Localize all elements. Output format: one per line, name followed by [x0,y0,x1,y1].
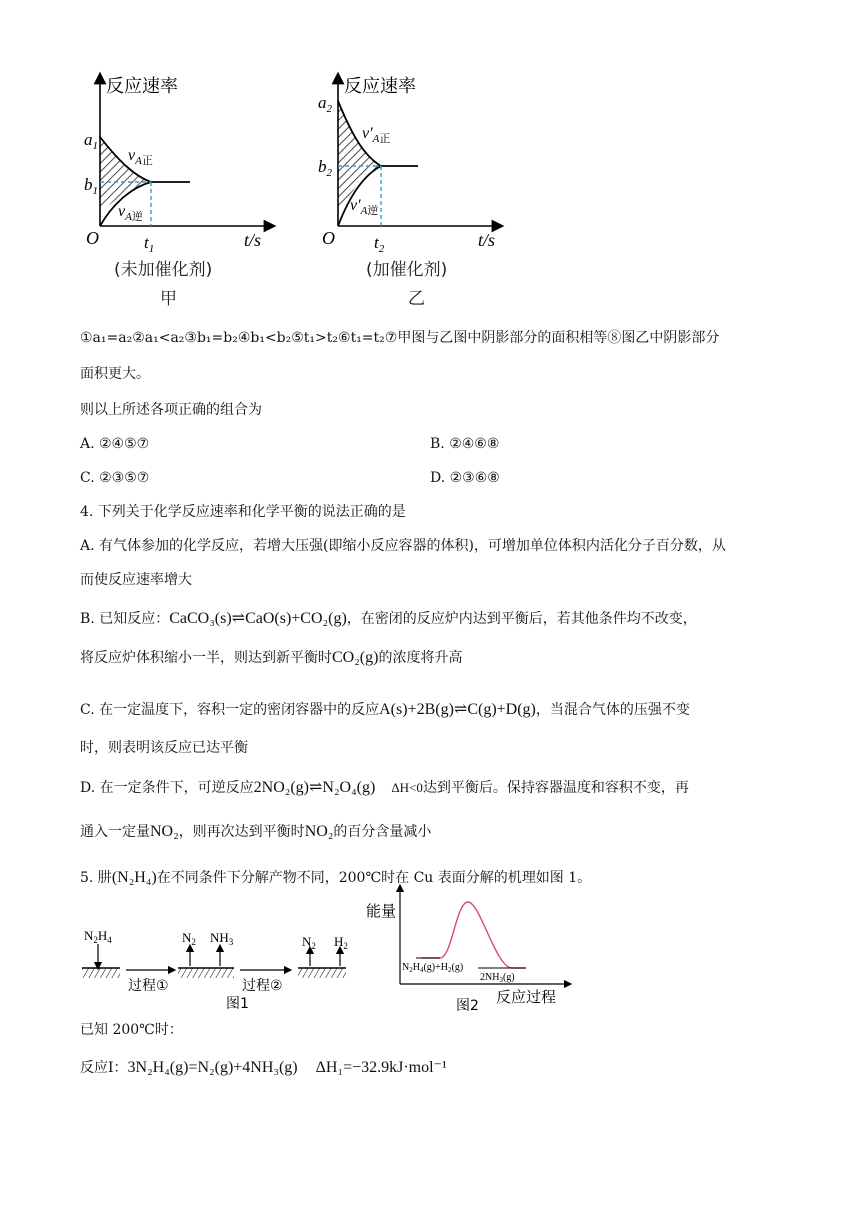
q3-prompt: 则以上所述各项正确的组合为 [80,402,262,418]
q4-option-b-line2 [80,648,462,668]
fig1-mid-nh3: $NH_3$ [210,930,234,947]
fig1-final-h2: $H_2$ [334,934,348,951]
fig1-final-n2: $N_2$ [302,934,316,951]
q4-option-b-line1[interactable] [80,609,697,629]
name-jia: 甲 [160,289,177,309]
q3-statements-line1: ①a₁=a₂②a₁<a₂③b₁=b₂④b₁<b₂⑤t₁>t₂⑥t₁=t₂⑦甲图与乙图中阴影部分的面积相等⑧图乙中阴影部分 [80,330,720,346]
q4-d-line2-post: 的百分含量减小 [333,824,432,840]
q4-c-prefix: C. 在一定温度下，容积一定的密闭容器中的反应 [80,702,380,718]
fig2-y-label: 能量 [366,902,397,920]
name-yi: 乙 [408,289,425,309]
q3-option-d[interactable]: D. ②③⑥⑧ [430,470,500,486]
tick-b1: $b_1$ [84,175,98,197]
q5-stem-pre: 5. 肼 [80,870,112,886]
fig1-mid-n2: $N_2$ [182,930,196,947]
q3-option-b[interactable]: B. ②④⑥⑧ [430,436,500,452]
q4-b-prefix: B. 已知反应： [80,611,170,627]
label-v-prime-A-forward: $v'_A$正 [362,125,391,145]
tick-a2: $a_2$ [318,93,332,115]
q4-d-reaction: 2NO₂(g)⇌N₂O₄(g) [253,779,376,796]
q4-d-line2-species1: NO₂ [150,823,179,840]
q4-d-line2-species2: NO₂ [304,823,334,840]
tick-a1: $a_1$ [84,130,98,152]
caption-jia: (未加催化剂) [114,260,213,280]
q4-option-c-line2: 时，则表明该反应已达平衡 [80,740,248,756]
mechanism-figure-1 [70,920,400,1020]
shaded-area-jia [100,137,151,214]
q5-stem-formula: (N₂H₄) [111,869,157,886]
chart-jia [84,76,270,255]
q3-option-a[interactable]: A. ②④⑤⑦ [80,436,150,452]
cu-surface-3 [298,968,346,978]
fig1-caption: 图1 [226,996,249,1012]
q4-b-line2-post: 的浓度将升高 [378,650,463,666]
q3-statements-line2: 面积更大。 [80,366,150,382]
fig2-x-label: 反应过程 [496,988,557,1006]
label-v-prime-A-reverse: $v'_A$逆 [350,197,379,217]
q5-reaction-1-equation: 3N₂H₄(g)=N₂(g)+4NH₃(g) [127,1059,298,1076]
q5-stem-post: 在不同条件下分解产物不同，200℃时在 Cu 表面分解的机理如图 1。 [156,870,592,886]
fig1-step2: 过程② [242,978,283,994]
q4-d-rest: 达到平衡后。保持容器温度和容积不变，再 [422,780,689,796]
q4-stem: 4. 下列关于化学反应速率和化学平衡的说法正确的是 [80,504,406,520]
q4-b-rest: ，在密闭的反应炉内达到平衡后，若其他条件均不改变， [346,611,697,627]
q3-option-c[interactable]: C. ②③⑤⑦ [80,470,150,486]
tick-t1: $t_1$ [144,233,155,255]
q4-d-prefix: D. 在一定条件下，可逆反应 [80,780,254,796]
q4-b-line2-pre: 将反应炉体积缩小一半，则达到新平衡时 [80,650,332,666]
caption-yi: (加催化剂) [366,260,448,280]
q4-option-c-line1[interactable] [80,700,690,720]
fig2-caption: 图2 [456,998,479,1014]
fig2-reactants: $N_2H_4(g)+H_2(g)$ [402,962,464,974]
fig1-reactant: $N_2H_4$ [84,928,112,945]
q4-d-enthalpy: ΔH<0 [391,780,423,795]
y-label-jia: 反应速率 [106,76,178,97]
tick-b2: $b_2$ [318,157,332,179]
q4-b-reaction: CaCO₃(s)⇌CaO(s)+CO₂(g) [169,610,347,627]
q4-c-rest: ，当混合气体的压强不变 [535,702,690,718]
cu-surface-1 [82,968,120,978]
y-label-yi: 反应速率 [344,76,416,97]
q4-b-line2-species: CO₂(g) [332,649,379,666]
tick-t2: $t_2$ [374,233,385,255]
label-vA-forward: $v_A$正 [128,147,153,167]
x-label-yi: t/s [478,230,496,250]
q4-d-line2-pre: 通入一定量 [80,824,150,840]
q4-c-reaction: A(s)+2B(g)⇌C(g)+D(g) [379,701,536,718]
q5-known: 已知 200℃时： [80,1022,183,1038]
label-vA-reverse: $v_A$逆 [118,203,143,223]
q4-option-d-line1[interactable] [80,778,689,798]
q4-d-line2-mid: ，则再次达到平衡时 [178,824,305,840]
q4-option-a-line1[interactable]: A. 有气体参加的化学反应，若增大压强(即缩小反应容器的体积)，可增加单位体积内活化分子百分数，从 [80,538,726,554]
q5-reaction-1-prefix: 反应Ⅰ： [80,1060,128,1076]
q4-option-d-line2 [80,822,431,842]
cu-surface-2 [178,968,234,978]
chart-yi [318,76,498,255]
fig2-products: $2NH_3(g)$ [480,972,515,984]
q5-reaction-1-enthalpy: ΔH₁=−32.9kJ·mol⁻¹ [315,1059,447,1076]
fig1-step1: 过程① [128,978,169,994]
energy-figure-2 [360,872,600,1014]
x-label-jia: t/s [244,230,262,250]
q4-option-a-line2: 而使反应速率增大 [80,572,192,588]
origin-jia: O [86,228,99,248]
origin-yi: O [322,228,335,248]
q5-reaction-1 [80,1058,447,1078]
